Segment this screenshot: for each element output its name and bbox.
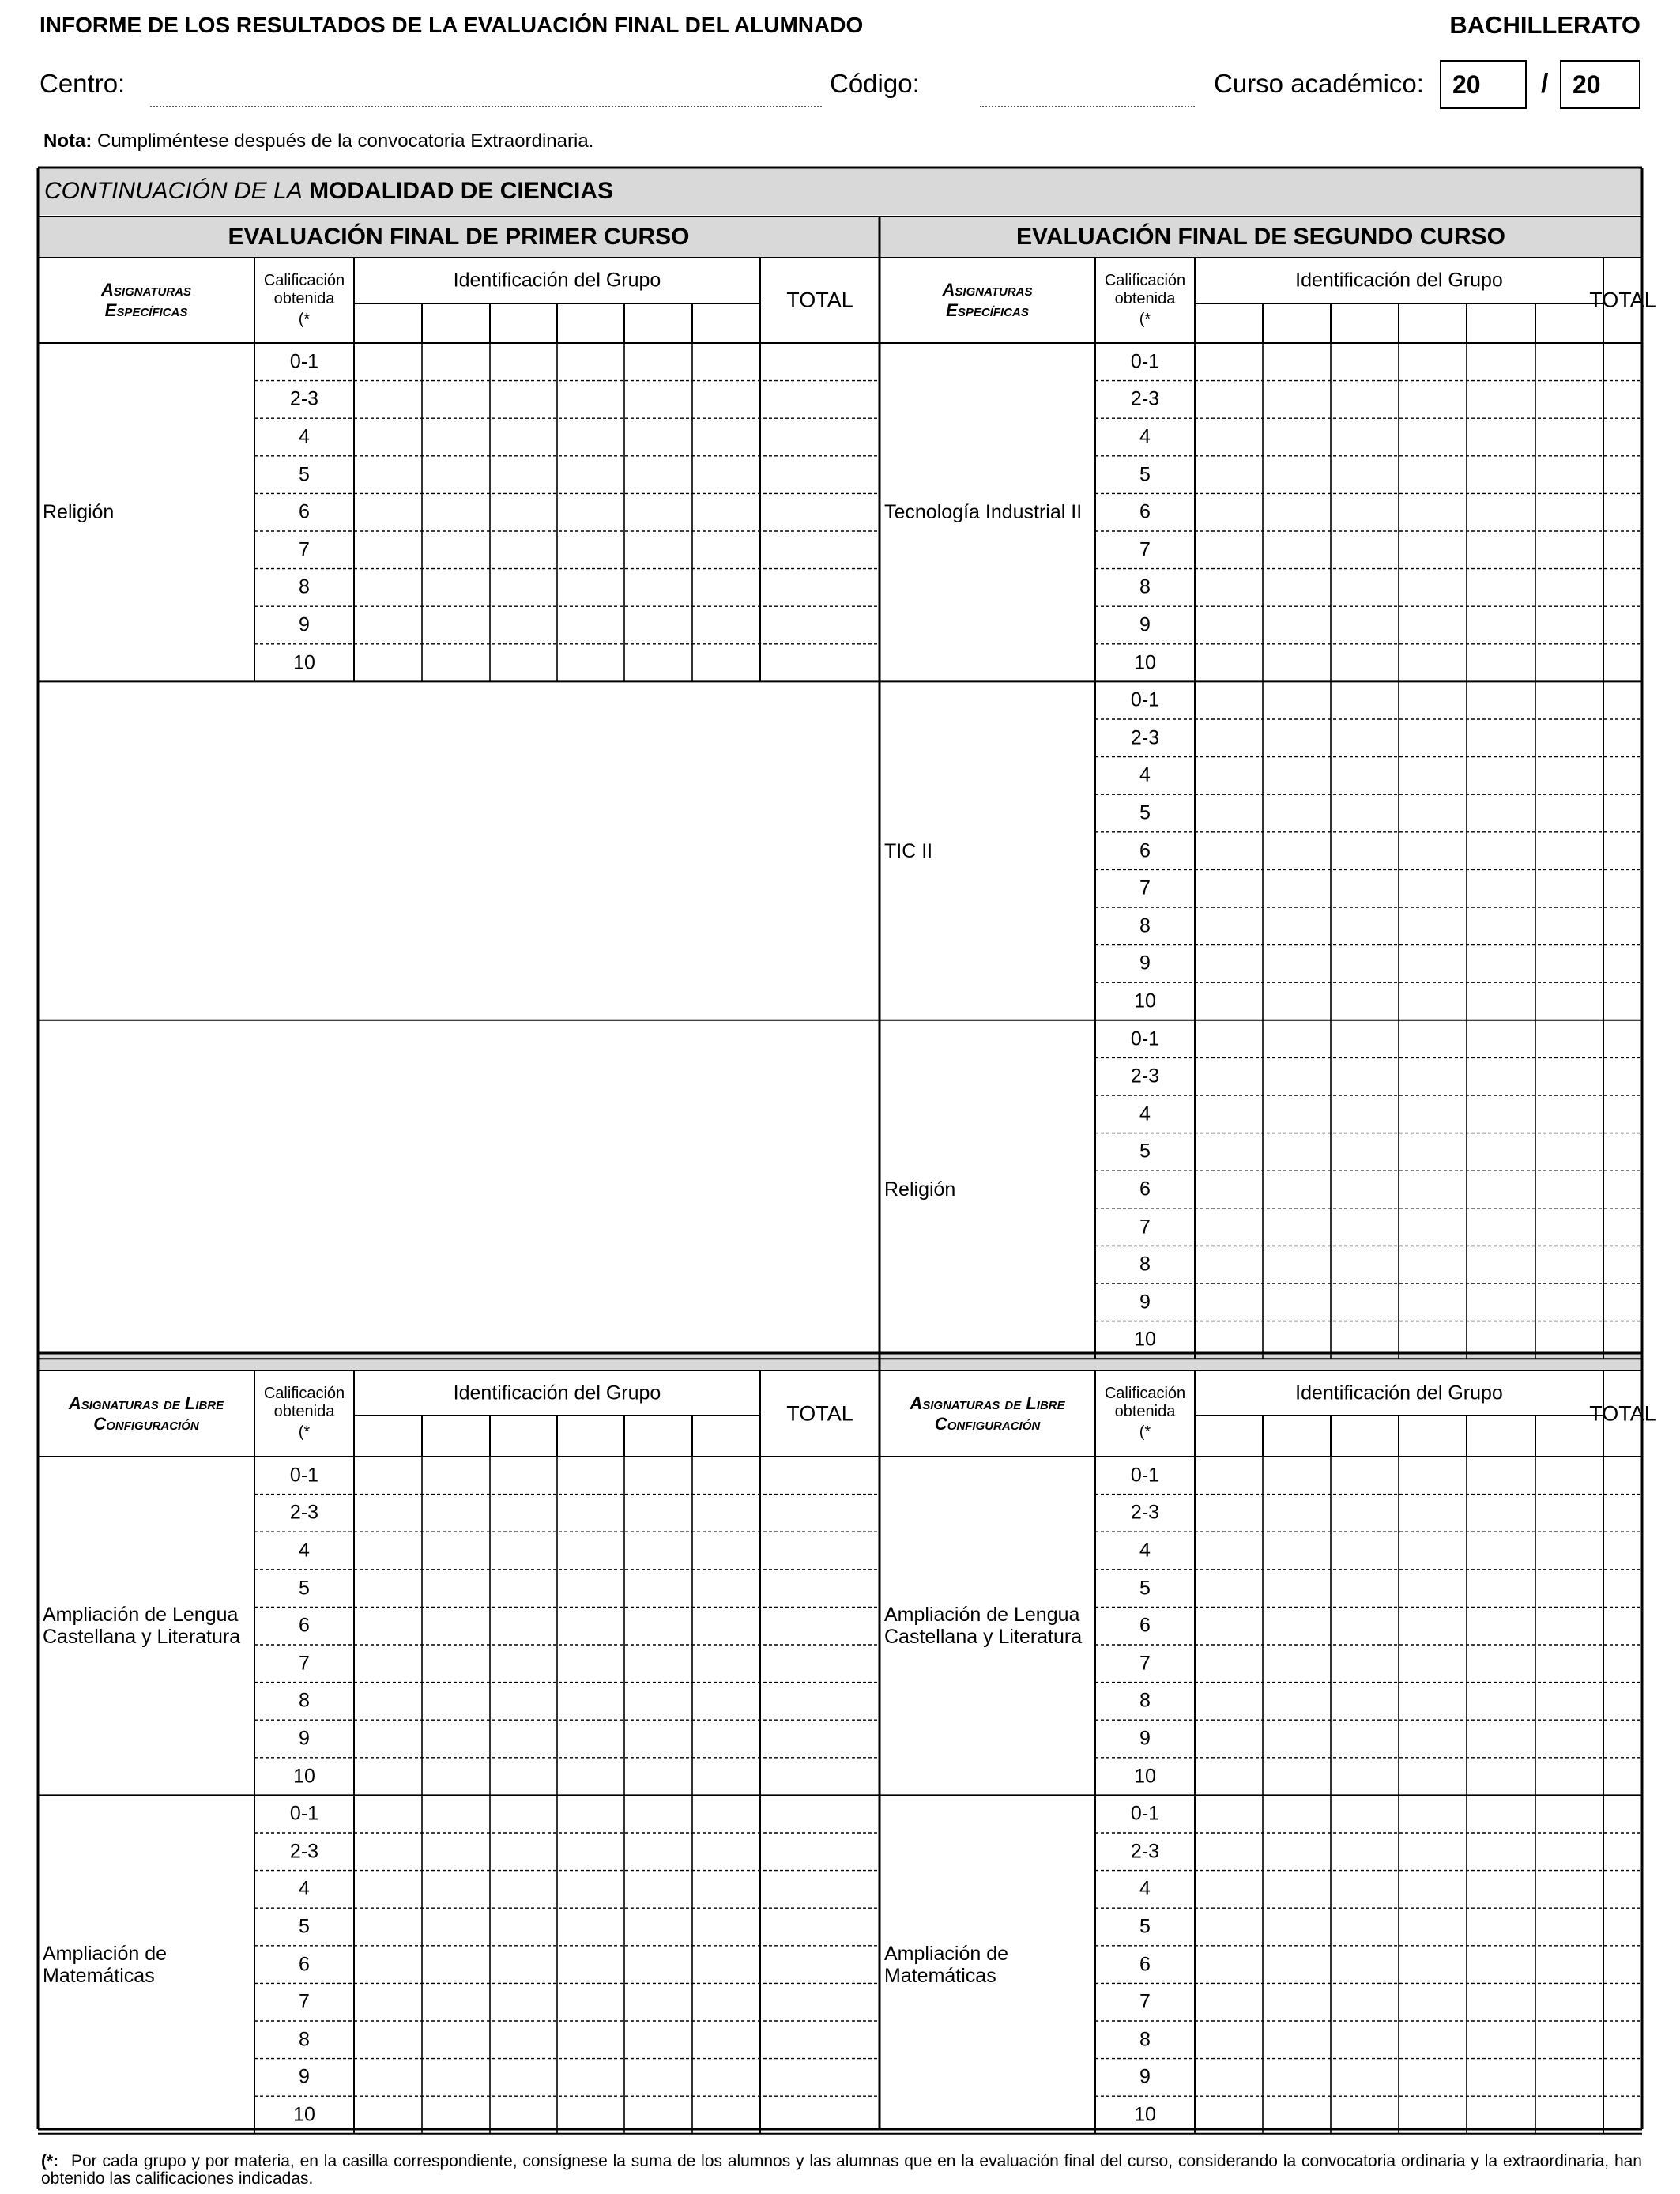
right-especificas-grade-0-8: 10 xyxy=(1134,651,1156,674)
right-especificas-grade-0-2: 4 xyxy=(1139,425,1151,448)
right-especificas-grade-0-5: 7 xyxy=(1139,538,1151,561)
centro-label: Centro: xyxy=(40,69,126,98)
right-asterisk-header: (* xyxy=(1139,1423,1151,1441)
left-obtenida-header: obtenida xyxy=(273,1403,335,1420)
right-especificas-grade-2-0: 0-1 xyxy=(1130,1027,1160,1050)
right-libre-grade-0-2: 4 xyxy=(1139,1539,1151,1562)
right-obtenida-header: obtenida xyxy=(1114,290,1176,307)
right-especificas-grade-0-0: 0-1 xyxy=(1130,350,1160,373)
left-obtenida-header: obtenida xyxy=(273,290,335,307)
right-grupo-header: Identificación del Grupo xyxy=(1295,269,1503,292)
level-title: BACHILLERATO xyxy=(1449,11,1640,39)
left-especificas-subject-0: Religión xyxy=(43,501,115,524)
right-libre-grade-1-2: 4 xyxy=(1139,1877,1151,1900)
left-libre-grade-1-4: 6 xyxy=(299,1953,310,1976)
right-especificas-grade-0-4: 6 xyxy=(1139,500,1151,523)
right-especificas-grade-0-7: 9 xyxy=(1139,613,1151,636)
right-especificas-grade-2-6: 8 xyxy=(1139,1253,1151,1276)
left-libre-grade-1-3: 5 xyxy=(299,1915,310,1938)
footnote-text: Por cada grupo y por materia, en la casilla correspondiente, consígnese la suma de los alumnos y las alumnas que en la evaluación final del curso, considerando la convocatoria ordinaria y la extraordinaria, han obtenido las calificaciones indicadas. xyxy=(41,2152,1642,2188)
left-especificas-grade-0-4: 6 xyxy=(299,500,310,523)
left-especificas-grade-0-1: 2-3 xyxy=(289,387,319,410)
right-especificas-grade-2-4: 6 xyxy=(1139,1178,1151,1201)
left-grupo-header: Identificación del Grupo xyxy=(453,269,661,292)
right-libre-grade-0-3: 5 xyxy=(1139,1577,1151,1600)
left-total-header: TOTAL xyxy=(786,1401,853,1425)
left-especificas-grade-0-6: 8 xyxy=(299,575,310,598)
right-libre-grade-1-7: 9 xyxy=(1139,2065,1151,2088)
right-especificas-grade-1-4: 6 xyxy=(1139,839,1151,862)
right-total-header: TOTAL xyxy=(1589,288,1656,312)
right-grupo-header: Identificación del Grupo xyxy=(1295,1382,1503,1404)
left-libre-grade-1-8: 10 xyxy=(293,2103,315,2126)
second-course-heading: EVALUACIÓN FINAL DE SEGUNDO CURSO xyxy=(880,217,1642,258)
right-especificas-grade-2-2: 4 xyxy=(1139,1103,1151,1125)
right-libre-grade-1-1: 2-3 xyxy=(1130,1840,1160,1863)
left-libre-grade-0-4: 6 xyxy=(299,1614,310,1637)
right-libre-grade-1-4: 6 xyxy=(1139,1953,1151,1976)
left-especificas-grade-0-7: 9 xyxy=(299,613,310,636)
first-course-heading: EVALUACIÓN FINAL DE PRIMER CURSO xyxy=(38,217,880,258)
banner-prefix: CONTINUACIÓN DE LA xyxy=(44,178,303,204)
right-especificas-grade-1-6: 8 xyxy=(1139,914,1151,937)
right-libre-grade-1-3: 5 xyxy=(1139,1915,1151,1938)
left-libre-grade-1-7: 9 xyxy=(299,2065,310,2088)
left-libre-grade-0-6: 8 xyxy=(299,1689,310,1712)
left-libre-grade-1-2: 4 xyxy=(299,1877,310,1900)
codigo-label: Código: xyxy=(830,69,920,98)
right-asterisk-header: (* xyxy=(1139,311,1151,328)
left-grupo-header: Identificación del Grupo xyxy=(453,1382,661,1404)
right-libre-grade-0-5: 7 xyxy=(1139,1652,1151,1675)
left-libre-grade-0-0: 0-1 xyxy=(289,1464,319,1487)
right-total-header: TOTAL xyxy=(1589,1401,1656,1425)
right-especificas-subject-0: Tecnología Industrial II xyxy=(884,501,1083,524)
left-especificas-grade-0-3: 5 xyxy=(299,463,310,486)
right-libre-grade-1-8: 10 xyxy=(1134,2103,1156,2126)
right-especificas-grade-2-5: 7 xyxy=(1139,1216,1151,1238)
left-asterisk-header: (* xyxy=(298,311,311,328)
left-total-header: TOTAL xyxy=(786,288,853,312)
right-especificas-grade-1-8: 10 xyxy=(1134,990,1156,1012)
right-especificas-grade-2-1: 2-3 xyxy=(1130,1065,1160,1088)
right-especificas-grade-0-6: 8 xyxy=(1139,575,1151,598)
right-especificas-subject-2: Religión xyxy=(884,1178,956,1201)
footnote xyxy=(41,2153,1642,2188)
right-libre-column-header: Asignaturas de Libre Configuración xyxy=(910,1393,1065,1434)
right-libre-grade-0-4: 6 xyxy=(1139,1614,1151,1637)
left-libre-subject-0: Ampliación de Lengua Castellana y Literatura xyxy=(43,1604,241,1649)
banner-title: MODALIDAD DE CIENCIAS xyxy=(309,178,614,204)
footnote-key: (*: xyxy=(41,2152,59,2170)
right-especificas-grade-0-3: 5 xyxy=(1139,463,1151,486)
left-especificas-grade-0-0: 0-1 xyxy=(289,350,319,373)
right-especificas-grade-1-3: 5 xyxy=(1139,801,1151,824)
left-especificas-grade-0-2: 4 xyxy=(299,425,310,448)
left-calificacion-header: Calificación xyxy=(263,272,345,289)
left-libre-grade-0-7: 9 xyxy=(299,1727,310,1750)
right-especificas-grade-1-5: 7 xyxy=(1139,876,1151,899)
right-especificas-grade-1-7: 9 xyxy=(1139,952,1151,974)
right-especificas-grade-1-1: 2-3 xyxy=(1130,726,1160,749)
curso-label: Curso académico: xyxy=(1214,69,1424,98)
right-libre-grade-0-6: 8 xyxy=(1139,1689,1151,1712)
right-especificas-grade-0-1: 2-3 xyxy=(1130,387,1160,410)
left-libre-grade-0-1: 2-3 xyxy=(289,1501,319,1524)
left-libre-grade-1-5: 7 xyxy=(299,1990,310,2013)
right-especificas-column-header: Asignaturas Específicas xyxy=(942,280,1033,320)
right-libre-grade-0-7: 9 xyxy=(1139,1727,1151,1750)
left-asterisk-header: (* xyxy=(298,1423,311,1441)
left-libre-grade-0-3: 5 xyxy=(299,1577,310,1600)
left-libre-grade-0-2: 4 xyxy=(299,1539,310,1562)
left-especificas-grade-0-5: 7 xyxy=(299,538,310,561)
right-especificas-grade-2-3: 5 xyxy=(1139,1140,1151,1163)
right-libre-subject-0: Ampliación de Lengua Castellana y Literatura xyxy=(884,1604,1083,1649)
left-libre-grade-1-0: 0-1 xyxy=(289,1802,319,1825)
left-libre-grade-1-1: 2-3 xyxy=(289,1840,319,1863)
right-especificas-grade-2-8: 10 xyxy=(1134,1328,1156,1351)
left-libre-grade-0-8: 10 xyxy=(293,1765,315,1788)
year-start-box[interactable]: 20 xyxy=(1440,60,1527,109)
report-title: INFORME DE LOS RESULTADOS DE LA EVALUACIÓN FINAL DEL ALUMNADO xyxy=(40,13,864,37)
right-obtenida-header: obtenida xyxy=(1114,1403,1176,1420)
left-especificas-grade-0-8: 10 xyxy=(293,651,315,674)
left-especificas-column-header: Asignaturas Específicas xyxy=(101,280,191,320)
left-libre-grade-1-6: 8 xyxy=(299,2028,310,2051)
right-libre-grade-1-5: 7 xyxy=(1139,1990,1151,2013)
right-especificas-grade-1-2: 4 xyxy=(1139,763,1151,786)
right-calificacion-header: Calificación xyxy=(1104,1385,1186,1402)
right-especificas-grade-2-7: 9 xyxy=(1139,1291,1151,1314)
right-libre-grade-1-6: 8 xyxy=(1139,2028,1151,2051)
note-label: Nota: xyxy=(43,130,92,152)
right-especificas-subject-1: TIC II xyxy=(884,839,933,862)
right-calificacion-header: Calificación xyxy=(1104,272,1186,289)
left-libre-subject-1: Ampliación de Matemáticas xyxy=(43,1942,168,1987)
right-libre-grade-0-8: 10 xyxy=(1134,1765,1156,1788)
left-libre-grade-0-5: 7 xyxy=(299,1652,310,1675)
left-libre-column-header: Asignaturas de Libre Configuración xyxy=(68,1393,224,1434)
year-end-box[interactable]: 20 xyxy=(1560,60,1640,109)
right-libre-grade-0-0: 0-1 xyxy=(1130,1464,1160,1487)
note-text: Cumpliméntese después de la convocatoria Extraordinaria. xyxy=(97,130,594,152)
right-libre-subject-1: Ampliación de Matemáticas xyxy=(884,1942,1009,1987)
right-libre-grade-0-1: 2-3 xyxy=(1130,1501,1160,1524)
year-slash: / xyxy=(1541,69,1549,99)
right-especificas-grade-1-0: 0-1 xyxy=(1130,688,1160,711)
right-libre-grade-1-0: 0-1 xyxy=(1130,1802,1160,1825)
left-calificacion-header: Calificación xyxy=(263,1385,345,1402)
